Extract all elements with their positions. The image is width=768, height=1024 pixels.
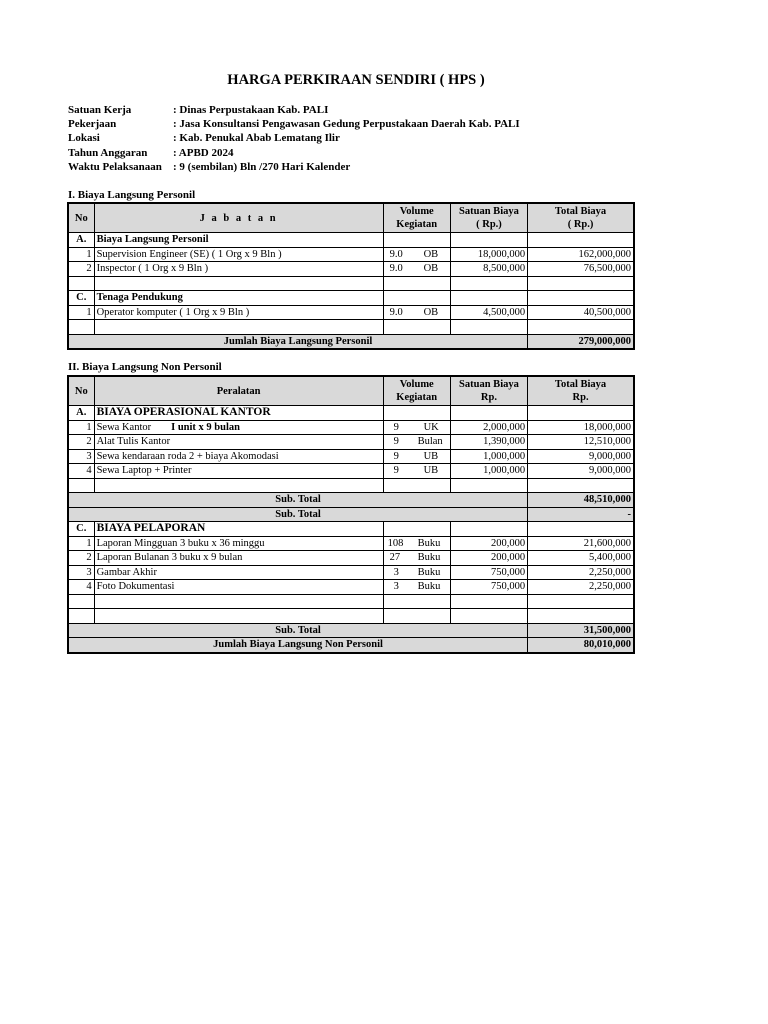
- table-cell: Sub. Total: [68, 493, 528, 508]
- table-cell: [383, 464, 450, 479]
- cell-text: 9: [393, 436, 399, 447]
- table-cell: 1: [68, 536, 94, 551]
- cell-text: Rp.: [572, 392, 589, 403]
- subtotal-row: [68, 507, 634, 522]
- table-cell: 2: [68, 262, 94, 277]
- table-cell: Laporan Bulanan 3 buku x 9 bulan: [94, 551, 383, 566]
- cell-text: UB: [423, 465, 439, 476]
- cell-text: Volume: [399, 206, 434, 217]
- table-cell: Foto Dokumentasi: [94, 580, 383, 595]
- table-cell: [383, 247, 450, 262]
- table-cell: [528, 522, 634, 537]
- col-unit-price: [450, 376, 527, 406]
- table-cell: 4: [68, 464, 94, 479]
- cell-text: 108: [387, 537, 404, 549]
- table-cell: 750,000: [450, 565, 527, 580]
- group-row: [68, 406, 634, 421]
- table-cell: [450, 233, 527, 248]
- cell-text: OB: [423, 263, 439, 274]
- table-cell: 1: [68, 247, 94, 262]
- table-cell: [94, 420, 383, 435]
- table-cell: [528, 320, 634, 335]
- blank-row: [68, 594, 634, 609]
- table-cell: [383, 594, 450, 609]
- table-cell: 4,500,000: [450, 305, 527, 320]
- page-title: HARGA PERKIRAAN SENDIRI ( HPS ): [227, 72, 485, 88]
- sum-value: 279,000,000: [528, 334, 634, 349]
- info-value: : Jasa Konsultansi Pengawasan Gedung Perpustakaan Daerah Kab. PALI: [173, 118, 520, 131]
- info-key: Satuan Kerja: [68, 104, 132, 116]
- table-cell: [383, 449, 450, 464]
- cell-text: I unit x 9 bulan: [171, 421, 240, 433]
- cell-text: Buku: [417, 552, 441, 563]
- cell-text: 9: [393, 450, 399, 462]
- blank-row: [68, 320, 634, 335]
- table-cell: [528, 609, 634, 624]
- table-cell: [383, 580, 450, 595]
- table-cell: 31,500,000: [528, 623, 634, 638]
- cell-text: OB: [423, 306, 439, 318]
- table-cell: Operator komputer ( 1 Org x 9 Bln ): [94, 305, 383, 320]
- cell-text: UK: [423, 421, 439, 433]
- table-cell: 3: [68, 449, 94, 464]
- table-cell: 21,600,000: [528, 536, 634, 551]
- sum-label: Jumlah Biaya Langsung Non Personil: [68, 638, 528, 653]
- col-jabatan: J a b a t a n: [94, 203, 383, 233]
- table-cell: Gambar Akhir: [94, 565, 383, 580]
- col-volume: [383, 376, 450, 406]
- sum-row: [68, 638, 634, 653]
- table-cell: 750,000: [450, 580, 527, 595]
- table-cell: [68, 320, 94, 335]
- table-cell: 1,390,000: [450, 435, 527, 450]
- info-row: [68, 146, 520, 160]
- table-cell: [383, 320, 450, 335]
- table-cell: Tenaga Pendukung: [94, 291, 383, 306]
- table-cell: [450, 522, 527, 537]
- table-header-row: [68, 376, 634, 406]
- table-row: [68, 464, 634, 479]
- table-cell: [450, 320, 527, 335]
- table-header-row: [68, 203, 634, 233]
- info-value: : Kab. Penukal Abab Lematang Ilir: [173, 132, 340, 145]
- table-row: [68, 420, 634, 435]
- section-2-heading: II. Biaya Langsung Non Personil: [68, 361, 222, 373]
- table-cell: [383, 565, 450, 580]
- cell-text: Sewa Kantor: [96, 421, 152, 433]
- col-unit-price: [450, 203, 527, 233]
- table-cell: [528, 291, 634, 306]
- cell-text: 9.0: [389, 306, 403, 318]
- info-row: [68, 160, 520, 174]
- cell-text: ( Rp.): [567, 219, 594, 230]
- sum-row: [68, 334, 634, 349]
- table-cell: BIAYA PELAPORAN: [94, 522, 383, 537]
- table-cell: 162,000,000: [528, 247, 634, 262]
- info-row: [68, 131, 520, 145]
- cell-text: 9: [393, 421, 399, 433]
- group-row: [68, 522, 634, 537]
- table-row: [68, 435, 634, 450]
- table-cell: [528, 406, 634, 421]
- blank-row: [68, 276, 634, 291]
- table-row: [68, 262, 634, 277]
- table-cell: [383, 233, 450, 248]
- table-cell: [383, 478, 450, 493]
- table-cell: [383, 551, 450, 566]
- table-cell: [94, 320, 383, 335]
- table-cell: Sub. Total: [68, 507, 528, 522]
- info-key: Pekerjaan: [68, 118, 117, 131]
- table-cell: 2: [68, 551, 94, 566]
- cell-text: 3: [393, 566, 399, 578]
- subtotal-row: [68, 623, 634, 638]
- table-cell: [383, 291, 450, 306]
- table-cell: 4: [68, 580, 94, 595]
- table-cell: [528, 276, 634, 291]
- table-cell: 12,510,000: [528, 435, 634, 450]
- table-cell: Sewa Laptop + Printer: [94, 464, 383, 479]
- table-row: [68, 565, 634, 580]
- table-cell: Supervision Engineer (SE) ( 1 Org x 9 Bln ): [94, 247, 383, 262]
- table-row: [68, 449, 634, 464]
- blank-row: [68, 478, 634, 493]
- table-cell: 2,250,000: [528, 565, 634, 580]
- info-key: Waktu Pelaksanaan: [68, 160, 162, 173]
- table-cell: [68, 594, 94, 609]
- table-cell: 1: [68, 305, 94, 320]
- table-cell: [450, 276, 527, 291]
- table-cell: 3: [68, 565, 94, 580]
- cell-text: Buku: [417, 566, 441, 578]
- cell-text: 3: [393, 581, 399, 592]
- cell-text: Buku: [417, 537, 441, 549]
- sum-value: 80,010,000: [528, 638, 634, 653]
- table-cell: 1,000,000: [450, 449, 527, 464]
- cell-text: Total Biaya: [554, 206, 607, 217]
- blank-row: [68, 609, 634, 624]
- group-row: [68, 233, 634, 248]
- table-cell: Alat Tulis Kantor: [94, 435, 383, 450]
- table-cell: 18,000,000: [528, 420, 634, 435]
- cell-text: OB: [423, 248, 439, 260]
- cell-text: Satuan Biaya: [459, 206, 519, 217]
- col-no: No: [68, 376, 94, 406]
- table-cell: Sub. Total: [68, 623, 528, 638]
- table-cell: [528, 478, 634, 493]
- table-cell: [94, 276, 383, 291]
- col-no: No: [68, 203, 94, 233]
- personnel-cost-table: [67, 202, 635, 350]
- table-cell: C.: [68, 522, 94, 537]
- table-cell: 1: [68, 420, 94, 435]
- table-cell: [450, 609, 527, 624]
- table-cell: 5,400,000: [528, 551, 634, 566]
- table-row: [68, 580, 634, 595]
- info-value: : 9 (sembilan) Bln /270 Hari Kalender: [173, 160, 351, 173]
- table-cell: 40,500,000: [528, 305, 634, 320]
- cell-text: UB: [423, 450, 439, 462]
- table-cell: Inspector ( 1 Org x 9 Bln ): [94, 262, 383, 277]
- table-cell: 2: [68, 435, 94, 450]
- table-cell: 18,000,000: [450, 247, 527, 262]
- subtotal-row: [68, 493, 634, 508]
- non-personnel-cost-table: [67, 375, 635, 654]
- table-cell: [68, 609, 94, 624]
- table-row: [68, 305, 634, 320]
- table-cell: C.: [68, 291, 94, 306]
- col-peralatan: Peralatan: [94, 376, 383, 406]
- table-cell: [68, 478, 94, 493]
- info-key: Lokasi: [68, 132, 100, 145]
- table-cell: [383, 536, 450, 551]
- table-cell: Laporan Mingguan 3 buku x 36 minggu: [94, 536, 383, 551]
- table-cell: [94, 609, 383, 624]
- cell-text: ( Rp.): [476, 219, 502, 230]
- sum-label: Jumlah Biaya Langsung Personil: [68, 334, 528, 349]
- table-cell: BIAYA OPERASIONAL KANTOR: [94, 406, 383, 421]
- cell-text: 27: [389, 552, 401, 563]
- project-info: [68, 103, 520, 174]
- table-cell: [450, 594, 527, 609]
- cell-text: 9: [393, 465, 399, 476]
- table-cell: 48,510,000: [528, 493, 634, 508]
- info-value: : APBD 2024: [173, 146, 234, 159]
- table-cell: [68, 276, 94, 291]
- table-cell: [383, 276, 450, 291]
- table-cell: 2,250,000: [528, 580, 634, 595]
- cell-text: Kegiatan: [396, 392, 438, 403]
- table-cell: [383, 522, 450, 537]
- table-cell: [383, 609, 450, 624]
- cell-text: 9.0: [389, 248, 403, 260]
- table-cell: 8,500,000: [450, 262, 527, 277]
- group-row: [68, 291, 634, 306]
- table-cell: -: [528, 507, 634, 522]
- info-key: Tahun Anggaran: [68, 146, 148, 159]
- table-cell: Biaya Langsung Personil: [94, 233, 383, 248]
- table-row: [68, 536, 634, 551]
- section-1-heading: I. Biaya Langsung Personil: [68, 189, 196, 201]
- info-value: : Dinas Perpustakaan Kab. PALI: [173, 104, 329, 116]
- table-cell: 200,000: [450, 536, 527, 551]
- table-cell: [383, 406, 450, 421]
- table-cell: 76,500,000: [528, 262, 634, 277]
- table-row: [68, 247, 634, 262]
- cell-text: Buku: [417, 581, 441, 592]
- cell-text: Satuan Biaya: [459, 379, 519, 390]
- table-cell: [94, 594, 383, 609]
- table-cell: [528, 594, 634, 609]
- table-cell: 1,000,000: [450, 464, 527, 479]
- table-cell: [383, 435, 450, 450]
- table-cell: [94, 478, 383, 493]
- table-cell: [383, 262, 450, 277]
- table-cell: [450, 478, 527, 493]
- col-total: [528, 203, 634, 233]
- table-cell: A.: [68, 233, 94, 248]
- table-cell: [383, 305, 450, 320]
- table-cell: [450, 406, 527, 421]
- col-volume: [383, 203, 450, 233]
- cell-text: 9.0: [389, 263, 403, 274]
- col-total: [528, 376, 634, 406]
- table-cell: 9,000,000: [528, 464, 634, 479]
- info-row: [68, 117, 520, 131]
- cell-text: Kegiatan: [396, 219, 438, 230]
- table-cell: [528, 233, 634, 248]
- table-cell: [383, 420, 450, 435]
- cell-text: Total Biaya: [554, 379, 607, 390]
- table-cell: A.: [68, 406, 94, 421]
- table-cell: 2,000,000: [450, 420, 527, 435]
- table-cell: 9,000,000: [528, 449, 634, 464]
- table-cell: Sewa kendaraan roda 2 + biaya Akomodasi: [94, 449, 383, 464]
- cell-text: Volume: [399, 379, 434, 390]
- table-cell: [450, 291, 527, 306]
- cell-text: Rp.: [480, 392, 497, 403]
- info-row: [68, 103, 520, 117]
- table-cell: 200,000: [450, 551, 527, 566]
- cell-text: Bulan: [417, 436, 443, 447]
- table-row: [68, 551, 634, 566]
